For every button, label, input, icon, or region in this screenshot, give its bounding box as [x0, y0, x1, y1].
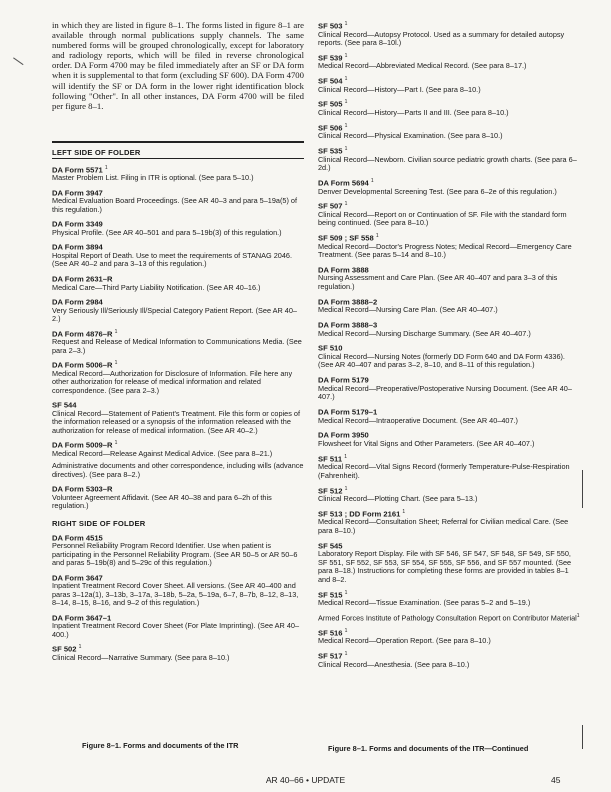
- form-description: Medical Record—Operation Report. (See para 8–10.): [318, 636, 491, 646]
- form-description: Clinical Record—Statement of Patient's Treatment. File this form or copies of the information released or a synopsis of the information released with the authorization for release of medical information. (See AR 40–2.): [52, 408, 300, 435]
- footnote-marker: 1: [344, 52, 348, 59]
- scan-edge-mark: [582, 470, 583, 508]
- form-description: Medical Record—Release Against Medical Advice. (See para 8–21.): [52, 448, 273, 458]
- form-number: SF 507 $^1$: [318, 201, 348, 211]
- form-entry: [318, 98, 580, 117]
- form-number: SF 503 $^1$: [318, 21, 348, 31]
- form-entry: [318, 264, 580, 292]
- form-description: Flowsheet for Vital Signs and Other Parameters. (See AR 40–407.): [318, 438, 535, 448]
- form-description: Medical Evaluation Board Proceedings. (See AR 40–3 and para 5–19a(5) of this regulation.): [52, 196, 298, 214]
- right-column: [318, 20, 580, 673]
- footnote-marker: 1: [344, 76, 348, 83]
- form-description: Clinical Record—History—Parts II and III. (See para 8–10.): [318, 108, 509, 118]
- form-entry: [318, 406, 580, 425]
- form-number: SF 510: [318, 343, 343, 353]
- form-entry: [318, 429, 580, 448]
- form-entry: [318, 589, 580, 608]
- form-entry: [52, 241, 304, 269]
- document-footer: AR 40–66 • UPDATE: [265, 775, 346, 785]
- form-entry: [318, 540, 580, 585]
- footnote-marker: 1: [344, 146, 348, 153]
- footnote-marker: 1: [344, 122, 348, 129]
- form-number: SF 511 $^1$: [318, 453, 347, 464]
- form-entry: [52, 296, 304, 324]
- form-number: DA Form 5303–R: [52, 484, 113, 494]
- right-side-list: [52, 532, 304, 663]
- form-entry: [318, 296, 580, 315]
- form-number: DA Form 4515: [52, 533, 103, 543]
- form-description: Medical Record—Vital Signs Record (formerly Temperature-Pulse-Respiration (Fahrenheit).: [318, 462, 570, 480]
- form-number: SF 539 $^1$: [318, 52, 348, 63]
- form-number: DA Form 5179–1: [318, 407, 378, 417]
- form-description: Hospital Report of Death. Use to meet the requirements of STANAG 2046. (See AR 40–2 and para 3–13 of this regulation.): [52, 250, 292, 269]
- form-number: SF 515 $^1$: [318, 589, 348, 600]
- form-entry: [318, 374, 580, 402]
- form-description: Master Problem List. Filing in ITR is optional. (See para 5–10.): [52, 173, 254, 183]
- form-description: Clinical Record—Narrative Summary. (See para 8–10.): [52, 652, 230, 662]
- footnote-marker: 1: [375, 233, 379, 240]
- form-number: SF 516 $^1$: [318, 627, 348, 638]
- form-description: Clinical Record—Nursing Notes (formerly DD Form 640 and DA Form 4336). (See AR 40–407 and paras 3–2, 8–10, and 8–11 of this regulation.): [318, 351, 565, 370]
- form-number: DA Form 2631–R: [52, 274, 113, 284]
- form-entry: [52, 439, 304, 458]
- footnote-marker: 1: [114, 328, 118, 335]
- left-side-list: [52, 164, 304, 458]
- form-number: DA Form 5179: [318, 375, 369, 385]
- footnote-marker: 1: [344, 453, 347, 460]
- form-number: DA Form 3647: [52, 573, 103, 583]
- form-number: DA Form 4876–R $^1$: [52, 328, 118, 339]
- footnote-marker: 1: [344, 21, 348, 27]
- form-description: Clinical Record—History—Part I. (See para 8–10.): [318, 84, 481, 94]
- footnote-marker: 1: [104, 164, 108, 171]
- form-entry: [318, 319, 580, 338]
- intro-paragraph: in which they are listed in figure 8–1. The forms listed in figure 8–1 are available through normal publications supply channels. The same numbered forms will be grouped chronologically, except for laboratory and radiology reports, which will be filed in reverse chronological order. DA Form 4700 may be filed immediately after an SF or DA form when it is supplemental to that form (excluding SF 600). DA Form 4700 will identify the SF or DA form in the lower right identification block following "Other". In all other instances, DA Form 4700 will be filed per figure 8–1.: [52, 20, 304, 111]
- form-entry: [318, 508, 580, 536]
- left-side-heading: LEFT SIDE OF FOLDER: [52, 141, 304, 159]
- form-number: SF 545: [318, 541, 343, 551]
- form-entry: [52, 187, 304, 215]
- form-entry: [318, 342, 580, 370]
- form-entry: [318, 200, 580, 228]
- scan-margin-mark: [9, 57, 24, 71]
- footnote-marker: 1: [78, 644, 82, 651]
- right-column-list-continued: [318, 627, 580, 669]
- right-side-heading: RIGHT SIDE OF FOLDER: [52, 518, 146, 528]
- form-description: Request and Release of Medical Information to Communications Media. (See para 2–3.): [52, 337, 302, 355]
- form-description: Medical Record—Nursing Care Plan. (See AR 40–407.): [318, 305, 498, 315]
- form-description: Medical Record—Doctor's Progress Notes; Medical Record—Emergency Care Treatment. (See paras 5–14 and 8–10.): [318, 241, 572, 260]
- form-number: SF 502 $^1$: [52, 644, 82, 654]
- form-description: Medical Record—Consultation Sheet; Referral for Civilian medical Care. (See para 8–10.): [318, 517, 569, 535]
- right-column-list: [318, 20, 580, 608]
- figure-caption-continued: Figure 8–1. Forms and documents of the ITR—Continued: [328, 744, 529, 753]
- form-description: Clinical Record—Anesthesia. (See para 8–10.): [318, 659, 470, 669]
- afip-note: Armed Forces Institute of Pathology Consultation Report on Contributor Material$^1$: [318, 612, 580, 623]
- form-number: DA Form 3888–2: [318, 297, 378, 307]
- footnote-marker: 1: [344, 589, 348, 596]
- form-number: DA Form 3888: [318, 265, 369, 275]
- form-description: Medical Care—Third Party Liability Notification. (See AR 40–16.): [52, 282, 261, 292]
- left-column: [52, 20, 304, 666]
- form-description: Clinical Record—Plotting Chart. (See para 5–13.): [318, 494, 478, 504]
- footnote-marker: 1: [114, 360, 118, 367]
- page-number: 45: [551, 775, 561, 785]
- form-entry: [318, 75, 580, 94]
- form-number: SF 506 $^1$: [318, 122, 348, 133]
- form-description: Nursing Assessment and Care Plan. (See AR 40–407 and para 3–3 of this regulation.): [318, 273, 558, 291]
- figure-caption: Figure 8–1. Forms and documents of the ITR: [82, 741, 239, 750]
- form-number: DA Form 5571 $^1$: [52, 164, 108, 175]
- footnote-marker: 1: [344, 627, 348, 634]
- form-entry: [52, 483, 304, 511]
- footnote-marker: 1: [402, 508, 406, 515]
- form-description: Clinical Record—Physical Examination. (See para 8–10.): [318, 131, 503, 141]
- administrative-note: Administrative documents and other correspondence, including wills (advance directives). (See para 8–2.): [52, 461, 304, 479]
- form-description: Medical Record—Nursing Discharge Summary. (See AR 40–407.): [318, 328, 531, 338]
- form-entry: [318, 627, 580, 646]
- form-number: DA Form 2984: [52, 297, 103, 307]
- form-description: Clinical Record—Report on or Continuation of SF. File with the standard form being continued. (See para 8–10.): [318, 209, 567, 228]
- form-number: DA Form 5694 $^1$: [318, 177, 374, 188]
- form-number: SF 535 $^1$: [318, 146, 348, 156]
- footnote-marker: 1: [344, 201, 348, 208]
- form-entry: [52, 643, 304, 662]
- form-entry: [318, 145, 580, 173]
- form-number: DA Form 5006–R $^1$: [52, 360, 118, 370]
- footnote-marker: 1: [344, 651, 348, 658]
- form-description: Medical Record—Authorization for Disclosure of Information. File here any other authorization for release of medical information and related correspondence. (See para 2–3.): [52, 368, 293, 395]
- form-number: DA Form 3950: [318, 430, 369, 440]
- form-number: SF 509 ; SF 558 $^1$: [318, 233, 379, 243]
- left-side-list-continued: [52, 483, 304, 511]
- form-description: Denver Developmental Screening Test. (See para 6–2e of this regulation.): [318, 186, 557, 196]
- form-entry: [318, 177, 580, 196]
- form-entry: [52, 612, 304, 640]
- form-number: DA Form 3349: [52, 219, 103, 229]
- form-entry: [52, 218, 304, 237]
- form-description: Medical Record—Abbreviated Medical Record. (See para 8–17.): [318, 61, 527, 71]
- form-entry: [52, 532, 304, 568]
- form-description: Clinical Record—Newborn. Civilian source pediatric growth charts. (See para 6–2d.): [318, 154, 577, 173]
- form-description: Medical Record—Intraoperative Document. (See AR 40–407.): [318, 415, 518, 425]
- form-entry: [52, 572, 304, 608]
- form-description: Inpatient Treatment Record Cover Sheet. All versions. (See AR 40–400 and paras 3–12a(1), 3–13b, 3–17a, 3–18b, 5–2a, 5–19a, 6–7, 8–7b, 8–12, 8–13, 8–14, 8–15, 8–16, and 9–2 of this regulation.): [52, 581, 299, 608]
- scan-edge-mark: [582, 725, 583, 749]
- form-number: SF 513 ; DD Form 2161 $^1$: [318, 508, 406, 519]
- form-number: DA Form 3894: [52, 242, 103, 252]
- form-entry: [318, 122, 580, 141]
- form-number: DA Form 3647–1: [52, 613, 112, 623]
- form-description: Very Seriously Ill/Seriously Ill/Special Category Patient Report. (See AR 40–2.): [52, 305, 297, 324]
- form-entry: [318, 20, 580, 48]
- form-number: SF 512 $^1$: [318, 485, 348, 496]
- form-number: DA Form 3888–3: [318, 320, 378, 330]
- form-description: Laboratory Report Display. File with SF 546, SF 547, SF 548, SF 549, SF 550, SF 551, SF 552, SF 553, SF 554, SF 555, SF 556, and SF 557 mounted. (See para 8–18.) Instructions for completing these forms are provided in tables 8–1 and 8–2.: [318, 549, 572, 584]
- form-description: Personnel Reliability Program Record Identifier. Use when patient is participating in the Personnel Reliability Program. (See AR 50–5 or AR 50–6 and paras 5–19b(8) and 5–29c of this regulation.): [52, 541, 298, 568]
- form-number: SF 517 $^1$: [318, 651, 348, 661]
- form-description: Physical Profile. (See AR 40–501 and para 5–19b(3) of this regulation.): [52, 227, 282, 237]
- form-number: SF 544: [52, 400, 77, 410]
- form-entry: [318, 650, 580, 669]
- form-entry: [52, 399, 304, 435]
- footnote-marker: 1: [370, 177, 374, 184]
- form-description: Clinical Record—Autopsy Protocol. Used as a summary for detailed autopsy reports. (See para 8–10l.): [318, 29, 565, 48]
- form-entry: [52, 164, 304, 183]
- form-number: DA Form 3947: [52, 188, 103, 198]
- form-number: DA Form 5009–R $^1$: [52, 440, 118, 450]
- form-description: Medical Record—Preoperative/Postoperative Nursing Document. (See AR 40–407.): [318, 383, 572, 402]
- form-entry: [318, 52, 580, 71]
- form-description: Inpatient Treatment Record Cover Sheet (For Plate Imprinting). (See AR 40–400.): [52, 621, 299, 639]
- form-entry: [318, 453, 580, 481]
- form-entry: [318, 232, 580, 260]
- form-entry: [52, 359, 304, 395]
- form-description: Volunteer Agreement Affidavit. (See AR 40–38 and para 6–2h of this regulation.): [52, 492, 272, 511]
- form-entry: [52, 328, 304, 356]
- form-entry: [52, 273, 304, 292]
- footnote-marker: 1: [344, 99, 348, 106]
- form-description: Medical Record—Tissue Examination. (See paras 5–2 and 5–19.): [318, 598, 531, 608]
- footnote-marker: 1: [344, 485, 348, 492]
- form-number: SF 504 $^1$: [318, 76, 348, 86]
- form-number: SF 505 $^1$: [318, 99, 348, 110]
- form-entry: [318, 485, 580, 504]
- footnote-marker: 1: [114, 440, 118, 447]
